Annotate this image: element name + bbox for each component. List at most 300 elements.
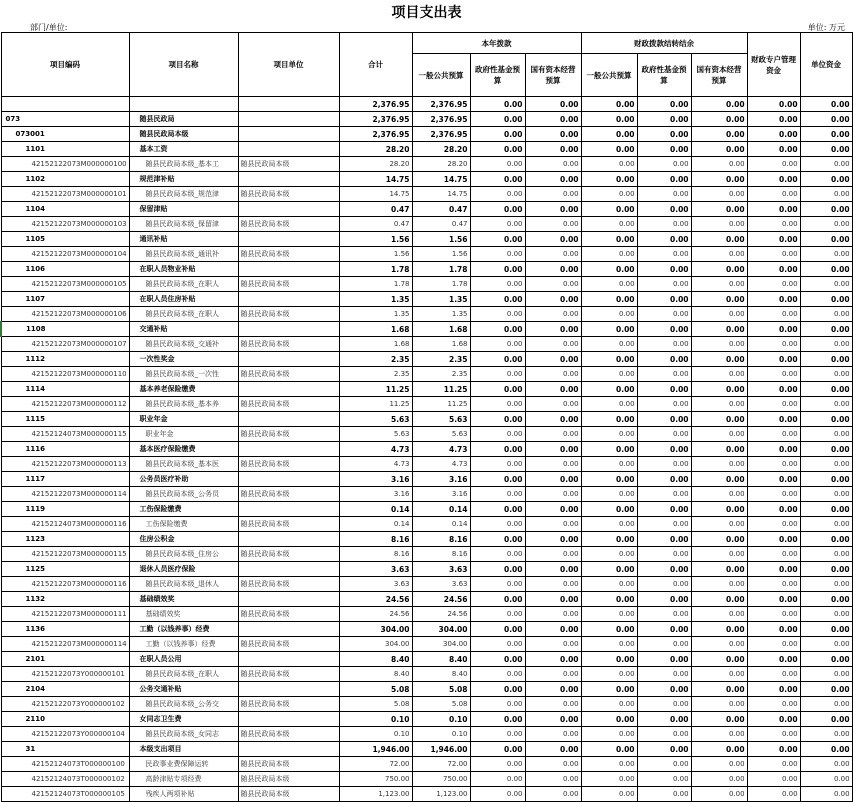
cell-amount[interactable]: 0.00 <box>747 457 800 472</box>
cell-amount[interactable]: 0.47 <box>339 202 412 217</box>
cell-amount[interactable]: 0.00 <box>747 442 800 457</box>
cell-amount[interactable]: 8.40 <box>412 652 470 667</box>
cell-amount[interactable]: 0.00 <box>470 292 525 307</box>
cell-amount[interactable]: 0.00 <box>800 367 852 382</box>
cell-amount[interactable]: 304.00 <box>412 622 470 637</box>
cell-amount[interactable]: 0.00 <box>637 637 691 652</box>
cell-project-code[interactable]: 1112 <box>1 352 129 367</box>
cell-amount[interactable]: 0.00 <box>747 277 800 292</box>
cell-amount[interactable]: 0.00 <box>747 472 800 487</box>
cell-amount[interactable]: 0.00 <box>691 397 747 412</box>
cell-amount[interactable]: 0.00 <box>581 217 637 232</box>
cell-project-code[interactable]: 42152122073M000000100 <box>1 157 129 172</box>
cell-amount[interactable]: 0.00 <box>747 667 800 682</box>
cell-amount[interactable]: 0.00 <box>581 307 637 322</box>
cell-amount[interactable]: 0.00 <box>637 712 691 727</box>
cell-project-code[interactable]: 1106 <box>1 262 129 277</box>
cell-amount[interactable]: 0.00 <box>581 772 637 787</box>
cell-amount[interactable]: 0.00 <box>691 232 747 247</box>
cell-amount[interactable]: 0.00 <box>525 187 581 202</box>
cell-amount[interactable]: 750.00 <box>412 772 470 787</box>
cell-amount[interactable]: 0.00 <box>470 517 525 532</box>
cell-amount[interactable]: 0.00 <box>470 757 525 772</box>
cell-project-code[interactable]: 42152122073Y000000101 <box>1 667 129 682</box>
cell-project-unit[interactable]: 随县民政局本级 <box>238 187 339 202</box>
cell-amount[interactable]: 0.00 <box>581 727 637 742</box>
cell-amount[interactable]: 0.00 <box>637 247 691 262</box>
cell-amount[interactable]: 0.10 <box>339 712 412 727</box>
cell-amount[interactable]: 0.00 <box>581 697 637 712</box>
cell-amount[interactable]: 0.00 <box>525 97 581 112</box>
cell-amount[interactable]: 0.00 <box>800 472 852 487</box>
cell-amount[interactable]: 0.00 <box>470 427 525 442</box>
cell-amount[interactable]: 0.00 <box>581 517 637 532</box>
cell-amount[interactable]: 1.78 <box>339 262 412 277</box>
cell-amount[interactable]: 0.00 <box>525 397 581 412</box>
cell-amount[interactable]: 0.00 <box>691 757 747 772</box>
cell-project-unit[interactable] <box>238 202 339 217</box>
cell-amount[interactable]: 0.00 <box>470 127 525 142</box>
cell-project-unit[interactable] <box>238 97 339 112</box>
cell-amount[interactable]: 0.00 <box>747 682 800 697</box>
cell-amount[interactable]: 0.00 <box>525 292 581 307</box>
cell-amount[interactable]: 0.00 <box>637 532 691 547</box>
cell-amount[interactable]: 0.00 <box>470 412 525 427</box>
cell-amount[interactable]: 0.00 <box>800 112 852 127</box>
cell-amount[interactable]: 0.00 <box>581 472 637 487</box>
cell-project-name[interactable]: 随县民政局本级_住房公 <box>129 547 238 562</box>
cell-amount[interactable]: 0.00 <box>470 532 525 547</box>
cell-amount[interactable]: 0.00 <box>470 322 525 337</box>
cell-amount[interactable]: 304.00 <box>412 637 470 652</box>
cell-amount[interactable]: 0.00 <box>637 622 691 637</box>
cell-amount[interactable]: 0.00 <box>691 187 747 202</box>
cell-amount[interactable]: 0.00 <box>747 367 800 382</box>
cell-project-name[interactable]: 本级支出项目 <box>129 742 238 757</box>
cell-amount[interactable]: 0.00 <box>581 232 637 247</box>
cell-amount[interactable]: 24.56 <box>412 607 470 622</box>
cell-amount[interactable]: 0.00 <box>800 382 852 397</box>
cell-amount[interactable]: 11.25 <box>339 382 412 397</box>
cell-amount[interactable]: 0.00 <box>581 562 637 577</box>
cell-project-code[interactable]: 1115 <box>1 412 129 427</box>
cell-project-code[interactable]: 42152124073M000000115 <box>1 427 129 442</box>
cell-amount[interactable]: 1.56 <box>339 247 412 262</box>
cell-amount[interactable]: 3.16 <box>412 487 470 502</box>
cell-project-code[interactable]: 2110 <box>1 712 129 727</box>
cell-project-name[interactable]: 通讯补贴 <box>129 232 238 247</box>
cell-amount[interactable]: 0.00 <box>747 172 800 187</box>
cell-amount[interactable]: 5.63 <box>412 427 470 442</box>
cell-amount[interactable]: 0.00 <box>747 322 800 337</box>
cell-amount[interactable]: 0.00 <box>470 307 525 322</box>
cell-amount[interactable]: 0.00 <box>525 457 581 472</box>
cell-amount[interactable]: 3.63 <box>412 562 470 577</box>
cell-amount[interactable]: 0.00 <box>581 577 637 592</box>
cell-project-code[interactable]: 1104 <box>1 202 129 217</box>
cell-amount[interactable]: 0.00 <box>691 307 747 322</box>
cell-amount[interactable]: 0.00 <box>637 142 691 157</box>
cell-amount[interactable]: 3.63 <box>412 577 470 592</box>
cell-project-name[interactable]: 在职人员物业补贴 <box>129 262 238 277</box>
cell-project-name[interactable]: 随县民政局本级_基本养 <box>129 397 238 412</box>
cell-amount[interactable]: 0.00 <box>470 622 525 637</box>
cell-amount[interactable]: 0.00 <box>470 97 525 112</box>
cell-amount[interactable]: 0.00 <box>747 712 800 727</box>
cell-amount[interactable]: 0.00 <box>637 772 691 787</box>
cell-amount[interactable]: 0.00 <box>637 577 691 592</box>
cell-amount[interactable]: 0.00 <box>525 502 581 517</box>
cell-amount[interactable]: 0.00 <box>525 712 581 727</box>
cell-project-name[interactable]: 一次性奖金 <box>129 352 238 367</box>
cell-amount[interactable]: 0.00 <box>637 412 691 427</box>
cell-amount[interactable]: 0.00 <box>747 427 800 442</box>
cell-amount[interactable]: 0.10 <box>412 727 470 742</box>
cell-amount[interactable]: 0.00 <box>691 502 747 517</box>
cell-amount[interactable]: 0.00 <box>470 382 525 397</box>
cell-amount[interactable]: 0.00 <box>470 112 525 127</box>
cell-amount[interactable]: 0.00 <box>470 172 525 187</box>
cell-amount[interactable]: 0.00 <box>470 547 525 562</box>
cell-project-name[interactable]: 随县民政局本级_保留津 <box>129 217 238 232</box>
cell-amount[interactable]: 0.00 <box>525 442 581 457</box>
cell-amount[interactable]: 0.00 <box>691 172 747 187</box>
cell-project-unit[interactable] <box>238 472 339 487</box>
cell-project-code[interactable]: 42152124073T000000105 <box>1 787 129 802</box>
cell-amount[interactable]: 0.00 <box>691 112 747 127</box>
cell-amount[interactable]: 0.00 <box>581 382 637 397</box>
cell-amount[interactable]: 0.00 <box>581 172 637 187</box>
cell-project-name[interactable]: 基本工资 <box>129 142 238 157</box>
cell-amount[interactable]: 0.00 <box>747 397 800 412</box>
cell-project-name[interactable]: 工伤保险缴费 <box>129 517 238 532</box>
cell-project-code[interactable]: 42152124073T000000100 <box>1 757 129 772</box>
cell-amount[interactable]: 5.08 <box>412 697 470 712</box>
cell-amount[interactable]: 0.00 <box>800 397 852 412</box>
cell-project-name[interactable]: 随县民政局本级_规范津 <box>129 187 238 202</box>
cell-amount[interactable]: 0.00 <box>470 667 525 682</box>
cell-amount[interactable]: 0.00 <box>470 712 525 727</box>
cell-amount[interactable]: 0.00 <box>800 322 852 337</box>
cell-project-name[interactable]: 随县民政局本级_在职人 <box>129 307 238 322</box>
cell-amount[interactable]: 0.00 <box>525 637 581 652</box>
cell-amount[interactable]: 0.00 <box>470 682 525 697</box>
cell-amount[interactable]: 1.35 <box>412 292 470 307</box>
cell-project-code[interactable]: 1136 <box>1 622 129 637</box>
cell-amount[interactable]: 2.35 <box>339 352 412 367</box>
cell-amount[interactable]: 0.00 <box>691 97 747 112</box>
cell-amount[interactable]: 0.00 <box>800 292 852 307</box>
cell-amount[interactable]: 8.16 <box>412 547 470 562</box>
cell-amount[interactable]: 0.00 <box>800 502 852 517</box>
cell-amount[interactable]: 0.00 <box>747 232 800 247</box>
cell-amount[interactable]: 0.00 <box>525 142 581 157</box>
cell-project-unit[interactable] <box>238 232 339 247</box>
cell-amount[interactable]: 2.35 <box>339 367 412 382</box>
cell-amount[interactable]: 0.00 <box>800 412 852 427</box>
cell-amount[interactable]: 0.00 <box>581 247 637 262</box>
cell-project-code[interactable]: 42152122073M000000103 <box>1 217 129 232</box>
cell-amount[interactable]: 0.00 <box>637 487 691 502</box>
cell-project-name[interactable]: 随县民政局本级_在职人 <box>129 667 238 682</box>
cell-amount[interactable]: 1.35 <box>412 307 470 322</box>
cell-project-code[interactable] <box>1 97 129 112</box>
cell-amount[interactable]: 0.00 <box>637 742 691 757</box>
cell-amount[interactable]: 0.00 <box>525 487 581 502</box>
cell-amount[interactable]: 0.00 <box>747 142 800 157</box>
cell-project-code[interactable]: 1123 <box>1 532 129 547</box>
cell-amount[interactable]: 0.00 <box>691 697 747 712</box>
cell-amount[interactable]: 72.00 <box>339 757 412 772</box>
cell-amount[interactable]: 0.00 <box>800 787 852 802</box>
cell-amount[interactable]: 0.00 <box>470 562 525 577</box>
cell-project-unit[interactable] <box>238 652 339 667</box>
cell-amount[interactable]: 0.00 <box>800 652 852 667</box>
cell-project-name[interactable]: 职业年金 <box>129 427 238 442</box>
cell-amount[interactable]: 0.00 <box>691 217 747 232</box>
cell-amount[interactable]: 0.00 <box>691 517 747 532</box>
cell-amount[interactable]: 0.00 <box>581 262 637 277</box>
cell-amount[interactable]: 0.00 <box>525 307 581 322</box>
cell-amount[interactable]: 0.00 <box>800 142 852 157</box>
cell-project-unit[interactable]: 随县民政局本级 <box>238 517 339 532</box>
cell-amount[interactable]: 0.00 <box>691 142 747 157</box>
cell-amount[interactable]: 14.75 <box>412 172 470 187</box>
cell-amount[interactable]: 0.00 <box>637 352 691 367</box>
cell-amount[interactable]: 0.00 <box>800 772 852 787</box>
cell-amount[interactable]: 0.00 <box>691 427 747 442</box>
cell-amount[interactable]: 1,946.00 <box>412 742 470 757</box>
cell-amount[interactable]: 0.00 <box>525 382 581 397</box>
cell-project-unit[interactable] <box>238 292 339 307</box>
cell-project-code[interactable]: 42152122073Y000000104 <box>1 727 129 742</box>
cell-amount[interactable]: 0.00 <box>525 697 581 712</box>
cell-amount[interactable]: 0.00 <box>637 217 691 232</box>
cell-amount[interactable]: 0.00 <box>470 652 525 667</box>
cell-amount[interactable]: 0.00 <box>800 277 852 292</box>
cell-amount[interactable]: 0.00 <box>747 757 800 772</box>
cell-amount[interactable]: 0.00 <box>470 787 525 802</box>
cell-amount[interactable]: 0.00 <box>581 127 637 142</box>
cell-project-name[interactable]: 工勤（以钱养事）经费 <box>129 637 238 652</box>
cell-amount[interactable]: 0.00 <box>691 487 747 502</box>
cell-amount[interactable]: 0.00 <box>525 322 581 337</box>
cell-amount[interactable]: 0.00 <box>637 277 691 292</box>
cell-project-name[interactable]: 在职人员公用 <box>129 652 238 667</box>
cell-amount[interactable]: 0.00 <box>525 112 581 127</box>
cell-project-unit[interactable]: 随县民政局本级 <box>238 367 339 382</box>
cell-amount[interactable]: 0.00 <box>581 487 637 502</box>
cell-amount[interactable]: 1.68 <box>412 322 470 337</box>
cell-amount[interactable]: 0.00 <box>637 562 691 577</box>
cell-amount[interactable]: 0.00 <box>637 127 691 142</box>
cell-project-code[interactable]: 42152122073M000000116 <box>1 577 129 592</box>
cell-amount[interactable]: 5.63 <box>339 427 412 442</box>
cell-amount[interactable]: 0.00 <box>637 757 691 772</box>
cell-amount[interactable]: 0.00 <box>470 727 525 742</box>
cell-amount[interactable]: 0.00 <box>691 277 747 292</box>
cell-amount[interactable]: 0.00 <box>691 712 747 727</box>
cell-project-name[interactable] <box>129 97 238 112</box>
cell-project-name[interactable]: 退休人员医疗保险 <box>129 562 238 577</box>
cell-amount[interactable]: 0.47 <box>412 217 470 232</box>
cell-amount[interactable]: 72.00 <box>412 757 470 772</box>
cell-project-name[interactable]: 规范津补贴 <box>129 172 238 187</box>
cell-amount[interactable]: 0.00 <box>525 217 581 232</box>
cell-amount[interactable]: 0.00 <box>525 172 581 187</box>
cell-project-code[interactable]: 1101 <box>1 142 129 157</box>
cell-amount[interactable]: 0.00 <box>747 772 800 787</box>
cell-project-unit[interactable] <box>238 712 339 727</box>
cell-project-unit[interactable] <box>238 127 339 142</box>
cell-amount[interactable]: 0.00 <box>470 232 525 247</box>
cell-project-code[interactable]: 31 <box>1 742 129 757</box>
cell-amount[interactable]: 0.00 <box>637 382 691 397</box>
cell-amount[interactable]: 0.00 <box>691 607 747 622</box>
cell-amount[interactable]: 0.00 <box>800 262 852 277</box>
cell-project-unit[interactable]: 随县民政局本级 <box>238 727 339 742</box>
cell-amount[interactable]: 0.00 <box>581 112 637 127</box>
cell-amount[interactable]: 0.00 <box>747 592 800 607</box>
cell-amount[interactable]: 8.40 <box>412 667 470 682</box>
cell-amount[interactable]: 0.00 <box>581 667 637 682</box>
cell-amount[interactable]: 0.00 <box>747 487 800 502</box>
cell-project-code[interactable]: 42152122073M000000107 <box>1 337 129 352</box>
cell-amount[interactable]: 0.00 <box>470 742 525 757</box>
cell-project-name[interactable]: 女同志卫生费 <box>129 712 238 727</box>
cell-amount[interactable]: 0.00 <box>800 352 852 367</box>
cell-amount[interactable]: 0.00 <box>800 202 852 217</box>
cell-amount[interactable]: 1,123.00 <box>339 787 412 802</box>
cell-amount[interactable]: 0.00 <box>637 517 691 532</box>
cell-amount[interactable]: 0.00 <box>637 292 691 307</box>
cell-amount[interactable]: 0.00 <box>637 607 691 622</box>
cell-project-code[interactable]: 42152124073T000000102 <box>1 772 129 787</box>
cell-amount[interactable]: 0.00 <box>691 352 747 367</box>
cell-amount[interactable]: 14.75 <box>412 187 470 202</box>
cell-amount[interactable]: 0.00 <box>581 622 637 637</box>
cell-project-name[interactable]: 随县民政局本级_公务交 <box>129 697 238 712</box>
cell-amount[interactable]: 0.00 <box>581 757 637 772</box>
cell-amount[interactable]: 0.00 <box>525 277 581 292</box>
cell-amount[interactable]: 0.00 <box>525 592 581 607</box>
cell-amount[interactable]: 0.00 <box>747 337 800 352</box>
cell-amount[interactable]: 0.00 <box>581 277 637 292</box>
cell-amount[interactable]: 0.00 <box>691 742 747 757</box>
cell-amount[interactable]: 2,376.95 <box>412 97 470 112</box>
cell-project-code[interactable]: 1107 <box>1 292 129 307</box>
cell-amount[interactable]: 0.00 <box>637 97 691 112</box>
cell-amount[interactable]: 0.00 <box>800 562 852 577</box>
cell-amount[interactable]: 0.00 <box>747 352 800 367</box>
cell-amount[interactable]: 0.00 <box>637 397 691 412</box>
cell-project-name[interactable]: 随县民政局本级_基本工 <box>129 157 238 172</box>
cell-amount[interactable]: 5.08 <box>339 682 412 697</box>
cell-amount[interactable]: 0.00 <box>637 172 691 187</box>
cell-amount[interactable]: 0.00 <box>581 787 637 802</box>
cell-project-unit[interactable]: 随县民政局本级 <box>238 547 339 562</box>
cell-amount[interactable]: 0.00 <box>800 337 852 352</box>
cell-amount[interactable]: 0.00 <box>581 532 637 547</box>
cell-amount[interactable]: 0.00 <box>691 592 747 607</box>
cell-amount[interactable]: 0.00 <box>525 367 581 382</box>
cell-amount[interactable]: 0.00 <box>470 217 525 232</box>
cell-amount[interactable]: 0.00 <box>637 667 691 682</box>
cell-amount[interactable]: 0.00 <box>800 187 852 202</box>
cell-amount[interactable]: 0.00 <box>525 202 581 217</box>
cell-amount[interactable]: 0.00 <box>470 442 525 457</box>
cell-amount[interactable]: 0.00 <box>800 742 852 757</box>
cell-amount[interactable]: 5.08 <box>339 697 412 712</box>
cell-project-name[interactable]: 残疾人两项补贴 <box>129 787 238 802</box>
cell-amount[interactable]: 0.00 <box>637 262 691 277</box>
cell-project-unit[interactable] <box>238 352 339 367</box>
cell-project-name[interactable]: 随县民政局 <box>129 112 238 127</box>
cell-project-name[interactable]: 基本医疗保险缴费 <box>129 442 238 457</box>
cell-amount[interactable]: 0.10 <box>412 712 470 727</box>
cell-amount[interactable]: 0.47 <box>412 202 470 217</box>
cell-amount[interactable]: 0.00 <box>581 157 637 172</box>
cell-amount[interactable]: 0.00 <box>691 337 747 352</box>
cell-amount[interactable]: 0.00 <box>691 247 747 262</box>
cell-project-unit[interactable] <box>238 502 339 517</box>
cell-amount[interactable]: 0.00 <box>637 157 691 172</box>
cell-amount[interactable]: 1.78 <box>339 277 412 292</box>
cell-project-unit[interactable] <box>238 112 339 127</box>
cell-project-code[interactable]: 42152122073M000000105 <box>1 277 129 292</box>
cell-amount[interactable]: 304.00 <box>339 637 412 652</box>
cell-amount[interactable]: 0.00 <box>470 352 525 367</box>
cell-amount[interactable]: 0.00 <box>691 472 747 487</box>
cell-amount[interactable]: 0.00 <box>525 472 581 487</box>
cell-amount[interactable]: 1.56 <box>412 247 470 262</box>
cell-amount[interactable]: 0.00 <box>525 607 581 622</box>
cell-project-unit[interactable] <box>238 442 339 457</box>
cell-amount[interactable]: 0.00 <box>525 667 581 682</box>
cell-project-code[interactable]: 1125 <box>1 562 129 577</box>
cell-project-unit[interactable]: 随县民政局本级 <box>238 397 339 412</box>
cell-project-unit[interactable] <box>238 562 339 577</box>
cell-project-code[interactable]: 42152122073M000000104 <box>1 247 129 262</box>
cell-project-code[interactable]: 1105 <box>1 232 129 247</box>
cell-amount[interactable]: 0.00 <box>691 127 747 142</box>
cell-project-unit[interactable]: 随县民政局本级 <box>238 277 339 292</box>
cell-amount[interactable]: 0.00 <box>691 532 747 547</box>
cell-amount[interactable]: 0.00 <box>800 532 852 547</box>
cell-project-unit[interactable]: 随县民政局本级 <box>238 247 339 262</box>
cell-amount[interactable]: 0.00 <box>800 127 852 142</box>
cell-amount[interactable]: 0.00 <box>691 547 747 562</box>
cell-amount[interactable]: 0.00 <box>800 592 852 607</box>
cell-amount[interactable]: 0.00 <box>800 97 852 112</box>
cell-amount[interactable]: 4.73 <box>339 457 412 472</box>
cell-amount[interactable]: 0.00 <box>747 502 800 517</box>
cell-project-name[interactable]: 随县民政局本级_退休人 <box>129 577 238 592</box>
cell-amount[interactable]: 0.00 <box>470 157 525 172</box>
cell-project-unit[interactable]: 随县民政局本级 <box>238 157 339 172</box>
cell-amount[interactable]: 28.20 <box>412 142 470 157</box>
cell-amount[interactable]: 0.00 <box>581 412 637 427</box>
cell-amount[interactable]: 0.00 <box>637 202 691 217</box>
cell-amount[interactable]: 0.00 <box>637 187 691 202</box>
cell-amount[interactable]: 0.00 <box>525 352 581 367</box>
cell-amount[interactable]: 24.56 <box>412 592 470 607</box>
cell-project-unit[interactable]: 随县民政局本级 <box>238 577 339 592</box>
cell-amount[interactable]: 3.63 <box>339 562 412 577</box>
cell-amount[interactable]: 24.56 <box>339 607 412 622</box>
cell-amount[interactable]: 0.00 <box>747 787 800 802</box>
cell-amount[interactable]: 1.68 <box>339 322 412 337</box>
